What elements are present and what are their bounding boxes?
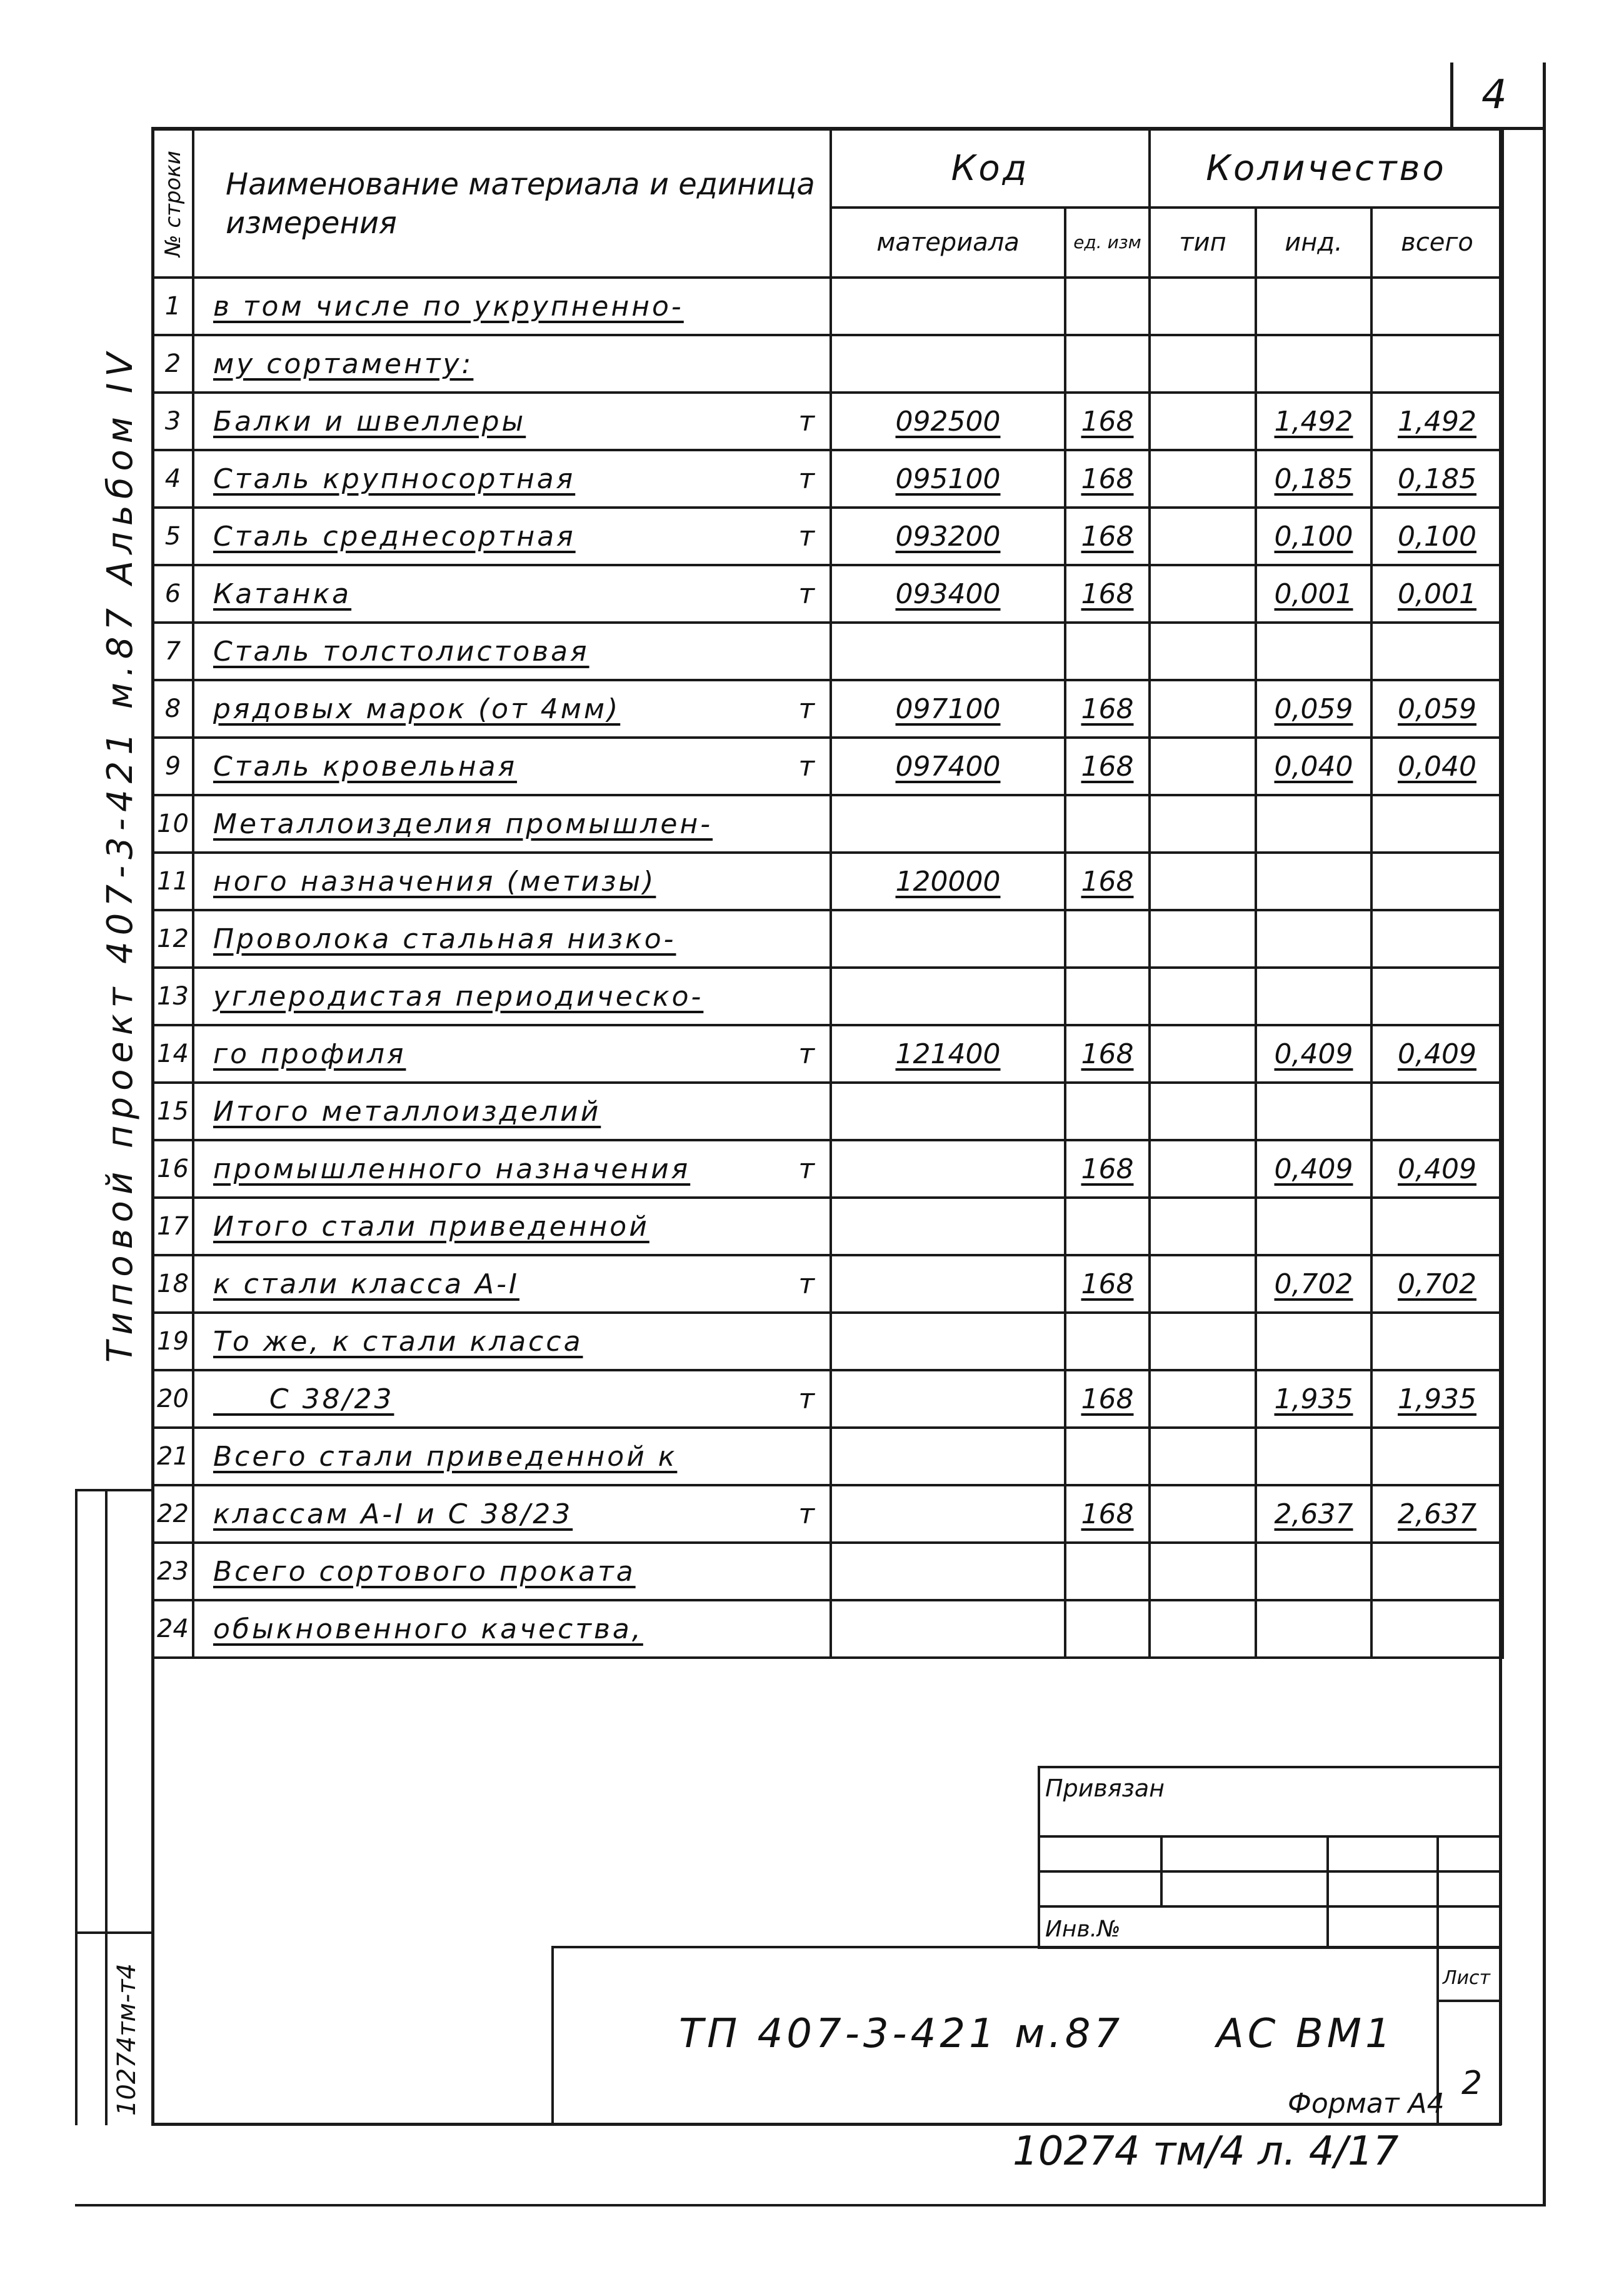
qty-type-cell [1150,853,1256,910]
table-row [153,968,1503,1025]
material-name: Всего сортового проката [213,1555,636,1588]
material-name: Сталь кровельная [213,750,518,783]
material-code-cell: 097400 [831,738,1065,795]
material-name: Металлоизделия промышлен- [213,808,713,840]
unit-code-cell: 168 [1065,1140,1150,1198]
material-name: Проволока стальная низко- [213,923,676,955]
material-unit: т [798,1383,817,1415]
side-title: Типовой проект 407-3-421 м.87 Альбом IV [100,346,141,1363]
stamp-grid-cell-6 [1160,1870,1329,1908]
table-row [153,1313,1503,1370]
archive-number: 10274 тм/4 л. 4/17 [1013,2128,1399,2175]
qty-total-cell [1371,910,1503,968]
material-name-cell [193,680,831,738]
qty-type-cell [1150,335,1256,393]
material-name: обыкновенного качества, [213,1613,643,1645]
qty-total-cell [1371,1083,1503,1140]
material-unit: т [798,578,817,610]
row-number-cell: 21 [153,1428,193,1485]
material-name-cell [193,1255,831,1313]
qty-type-cell [1150,450,1256,508]
qty-total-cell [1371,278,1503,335]
row-number-cell: 17 [153,1198,193,1255]
table-row [153,623,1503,680]
margin-stamp-sep [75,1931,153,1934]
qty-ind-cell: 0,001 [1256,565,1371,623]
unit-code-cell [1065,1198,1150,1255]
material-name-cell [193,1025,831,1083]
material-unit: т [798,1498,817,1530]
row-number-cell: 15 [153,1083,193,1140]
unit-code-cell: 168 [1065,1485,1150,1543]
qty-total-cell: 0,185 [1371,450,1503,508]
material-name: Сталь толстолистовая [213,635,589,668]
row-number-cell: 13 [153,968,193,1025]
table-row [153,910,1503,968]
material-code-cell [831,1428,1065,1485]
material-name-cell [193,278,831,335]
qty-total-cell [1371,968,1503,1025]
margin-archive-number: 10274тм-т4 [113,1963,141,2116]
material-code-cell [831,1198,1065,1255]
material-name-cell [193,565,831,623]
margin-stamp-left [75,1489,78,2125]
qty-ind-cell [1256,795,1371,853]
material-name-cell [193,1370,831,1428]
material-code-cell: 093400 [831,565,1065,623]
material-name: Всего стали приведенной к [213,1440,678,1473]
qty-ind-cell [1256,1313,1371,1370]
row-number-cell: 22 [153,1485,193,1543]
material-name: С 38/23 [213,1383,394,1415]
qty-type-cell [1150,795,1256,853]
stamp-grid-cell-8 [1436,1870,1501,1908]
unit-code-cell [1065,1543,1150,1600]
stamp-inv-label: Инв.№ [1045,1916,1121,1942]
stamp-grid-cell-5 [1038,1870,1163,1908]
qty-total-cell [1371,795,1503,853]
qty-ind-cell [1256,968,1371,1025]
material-unit: т [798,463,817,495]
material-name-cell [193,738,831,795]
qty-ind-cell [1256,910,1371,968]
unit-code-cell [1065,1313,1150,1370]
qty-type-cell [1150,508,1256,565]
row-number-cell: 11 [153,853,193,910]
material-code-cell [831,1140,1065,1198]
stamp-sheet-value: 2 [1461,2065,1483,2102]
qty-total-cell: 0,059 [1371,680,1503,738]
material-unit: т [798,750,817,783]
material-code-cell [831,1485,1065,1543]
qty-ind-cell: 1,935 [1256,1370,1371,1428]
unit-code-cell [1065,1428,1150,1485]
unit-code-cell [1065,910,1150,968]
qty-total-cell: 1,935 [1371,1370,1503,1428]
unit-code-cell [1065,1083,1150,1140]
qty-total-cell: 2,637 [1371,1485,1503,1543]
margin-stamp-mid [105,1489,108,2125]
material-code-cell [831,1255,1065,1313]
material-name: в том числе по укрупненно- [213,290,684,323]
qty-total-cell: 1,492 [1371,393,1503,450]
table-row [153,738,1503,795]
material-code-cell [831,278,1065,335]
code-header: Код [831,129,1150,208]
stamp-grid-cell-1 [1038,1835,1163,1873]
stamp-sheet-label: Лист [1443,1967,1491,1989]
qty-type-cell [1150,1485,1256,1543]
qty-type-cell [1150,680,1256,738]
table-row [153,1485,1503,1543]
stamp-sheet-value-cell [1436,2000,1501,2125]
material-code-cell [831,1543,1065,1600]
row-number-cell: 8 [153,680,193,738]
material-name: го профиля [213,1038,406,1070]
qty-type-cell [1150,968,1256,1025]
unit-code-cell [1065,335,1150,393]
qty-total-cell [1371,1313,1503,1370]
row-number-cell: 24 [153,1600,193,1658]
material-name-cell [193,335,831,393]
qty-ind-cell: 0,040 [1256,738,1371,795]
qty-ind-cell: 1,492 [1256,393,1371,450]
qty-ind-cell: 0,409 [1256,1025,1371,1083]
material-code-cell [831,1313,1065,1370]
material-code-cell [831,795,1065,853]
qty-total-cell: 0,409 [1371,1025,1503,1083]
code-unit-header: ед. изм [1065,208,1150,278]
table-row [153,1255,1503,1313]
unit-code-cell: 168 [1065,508,1150,565]
qty-total-cell [1371,1428,1503,1485]
material-code-cell: 093200 [831,508,1065,565]
material-name: Балки и швеллеры [213,405,526,438]
qty-type-cell [1150,1543,1256,1600]
code-material-header: материала [831,208,1065,278]
row-number-cell: 5 [153,508,193,565]
material-code-cell [831,1600,1065,1658]
row-number-cell: 20 [153,1370,193,1428]
row-number-cell: 6 [153,565,193,623]
unit-code-cell: 168 [1065,565,1150,623]
material-unit: т [798,1268,817,1300]
material-name-cell [193,1083,831,1140]
table-row [153,1140,1503,1198]
material-name-cell [193,393,831,450]
row-number-cell: 18 [153,1255,193,1313]
row-number-cell: 1 [153,278,193,335]
row-number-cell: 4 [153,450,193,508]
material-code-cell [831,910,1065,968]
qty-ind-cell: 0,409 [1256,1140,1371,1198]
unit-code-cell [1065,623,1150,680]
qty-type-cell [1150,565,1256,623]
material-code-cell: 120000 [831,853,1065,910]
qty-ind-header: инд. [1256,208,1371,278]
table-row [153,680,1503,738]
qty-ind-cell [1256,1543,1371,1600]
qty-ind-cell [1256,623,1371,680]
unit-code-cell: 168 [1065,680,1150,738]
material-name-cell [193,1428,831,1485]
stamp-grid-cell-2 [1160,1835,1329,1873]
qty-total-cell: 0,040 [1371,738,1503,795]
material-code-cell [831,1370,1065,1428]
qty-total-cell [1371,335,1503,393]
qty-ind-cell [1256,335,1371,393]
material-name-cell [193,623,831,680]
material-name: ного назначения (метизы) [213,865,656,898]
stamp-grid-cell-3 [1326,1835,1439,1873]
table-row [153,853,1503,910]
material-name: к стали класса А-I [213,1268,519,1300]
qty-type-header: тип [1150,208,1256,278]
row-number-cell: 23 [153,1543,193,1600]
qty-total-header: всего [1371,208,1503,278]
material-name: промышленного назначения [213,1153,691,1185]
unit-code-cell [1065,278,1150,335]
stamp-grid-cell-7 [1326,1870,1439,1908]
qty-type-cell [1150,623,1256,680]
qty-type-cell [1150,1313,1256,1370]
table-row [153,508,1503,565]
material-name-cell [193,1313,831,1370]
material-name: углеродистая периодическо- [213,980,704,1013]
qty-total-cell: 0,409 [1371,1140,1503,1198]
material-name: Итого металлоизделий [213,1095,601,1128]
qty-type-cell [1150,393,1256,450]
qty-type-cell [1150,1198,1256,1255]
specification-body [153,278,1503,1658]
qty-type-cell [1150,1255,1256,1313]
material-code-cell: 097100 [831,680,1065,738]
frame-right-line [1543,63,1546,2206]
row-number-cell: 16 [153,1140,193,1198]
qty-total-cell [1371,1198,1503,1255]
unit-code-cell: 168 [1065,393,1150,450]
qty-total-cell: 0,100 [1371,508,1503,565]
stamp-grid-cell-4 [1436,1835,1501,1873]
unit-code-cell: 168 [1065,853,1150,910]
unit-code-cell: 168 [1065,738,1150,795]
material-unit: т [798,520,817,553]
stamp-sheet-label-cell [1436,1946,1501,2002]
qty-ind-cell [1256,853,1371,910]
qty-type-cell [1150,738,1256,795]
qty-ind-cell: 0,702 [1256,1255,1371,1313]
material-name-cell [193,450,831,508]
qty-ind-cell [1256,1083,1371,1140]
qty-total-cell [1371,853,1503,910]
table-row [153,1025,1503,1083]
qty-ind-cell: 2,637 [1256,1485,1371,1543]
qty-total-cell [1371,1600,1503,1658]
material-name-cell [193,1485,831,1543]
specification-table [151,128,1504,1659]
margin-stamp-top [75,1489,153,1491]
row-number-cell: 12 [153,910,193,968]
material-name-cell [193,795,831,853]
stamp-grid-cell-10 [1436,1905,1501,1949]
table-row [153,393,1503,450]
material-name: То же, к стали класса [213,1325,583,1358]
qty-ind-cell [1256,1198,1371,1255]
qty-type-cell [1150,910,1256,968]
page-number-box-line [1450,63,1453,130]
qty-type-cell [1150,1600,1256,1658]
qty-ind-cell: 0,185 [1256,450,1371,508]
qty-ind-cell [1256,278,1371,335]
table-row [153,1083,1503,1140]
row-number-cell: 19 [153,1313,193,1370]
row-number-cell: 14 [153,1025,193,1083]
qty-ind-cell [1256,1428,1371,1485]
row-number-header: № строки [153,129,193,278]
qty-type-cell [1150,1083,1256,1140]
qty-type-cell [1150,1428,1256,1485]
table-row [153,795,1503,853]
qty-total-cell: 0,001 [1371,565,1503,623]
unit-code-cell [1065,795,1150,853]
unit-code-cell: 168 [1065,450,1150,508]
table-row [153,278,1503,335]
format-label: Формат А4 [1288,2088,1445,2120]
page-number: 4 [1481,72,1507,118]
material-code-cell [831,623,1065,680]
row-number-cell: 3 [153,393,193,450]
table-row [153,1428,1503,1485]
material-code-cell: 121400 [831,1025,1065,1083]
material-name-cell [193,508,831,565]
name-header: Наименование материала и единица измерения [193,129,831,278]
row-number-cell: 2 [153,335,193,393]
qty-type-cell [1150,1370,1256,1428]
table-row [153,1198,1503,1255]
unit-code-cell: 168 [1065,1025,1150,1083]
stamp-doc-mark: АС ВМ1 [1216,2011,1395,2057]
qty-type-cell [1150,1025,1256,1083]
material-unit: т [798,405,817,438]
stamp-grid-cell-9 [1326,1905,1439,1949]
frame-bottom-line [75,2204,1545,2206]
material-code-cell [831,968,1065,1025]
qty-total-cell [1371,1543,1503,1600]
stamp-doc-code: ТП 407-3-421 м.87 [679,2011,1124,2057]
qty-ind-cell: 0,059 [1256,680,1371,738]
material-name: Итого стали приведенной [213,1210,649,1243]
stamp-privyazan-cell [1038,1766,1501,1838]
table-row [153,450,1503,508]
row-number-cell: 9 [153,738,193,795]
material-name-cell [193,910,831,968]
material-name: рядовых марок (от 4мм) [213,693,621,725]
material-code-cell [831,335,1065,393]
unit-code-cell: 168 [1065,1370,1150,1428]
material-code-cell: 092500 [831,393,1065,450]
material-name-cell [193,1600,831,1658]
row-number-cell: 10 [153,795,193,853]
material-unit: т [798,1038,817,1070]
material-name: классам А-I и С 38/23 [213,1498,573,1530]
material-name-cell [193,968,831,1025]
stamp-privyazan-label: Привязан [1045,1775,1165,1802]
material-code-cell: 095100 [831,450,1065,508]
material-code-cell [831,1083,1065,1140]
material-name: Катанка [213,578,352,610]
material-name: му сортаменту: [213,348,474,380]
quantity-header: Количество [1150,129,1503,208]
qty-total-cell [1371,623,1503,680]
unit-code-cell [1065,968,1150,1025]
material-name-cell [193,1543,831,1600]
material-unit: т [798,693,817,725]
unit-code-cell [1065,1600,1150,1658]
table-row [153,1370,1503,1428]
material-name-cell [193,1140,831,1198]
qty-type-cell [1150,278,1256,335]
row-number-cell: 7 [153,623,193,680]
material-name: Сталь крупносортная [213,463,576,495]
unit-code-cell: 168 [1065,1255,1150,1313]
material-name-cell [193,853,831,910]
qty-ind-cell: 0,100 [1256,508,1371,565]
material-name: Сталь среднесортная [213,520,576,553]
table-row [153,1600,1503,1658]
table-row [153,335,1503,393]
material-unit: т [798,1153,817,1185]
qty-type-cell [1150,1140,1256,1198]
table-row [153,1543,1503,1600]
stamp-inv-cell [1038,1905,1329,1949]
qty-ind-cell [1256,1600,1371,1658]
material-name-cell [193,1198,831,1255]
qty-total-cell: 0,702 [1371,1255,1503,1313]
table-row [153,565,1503,623]
